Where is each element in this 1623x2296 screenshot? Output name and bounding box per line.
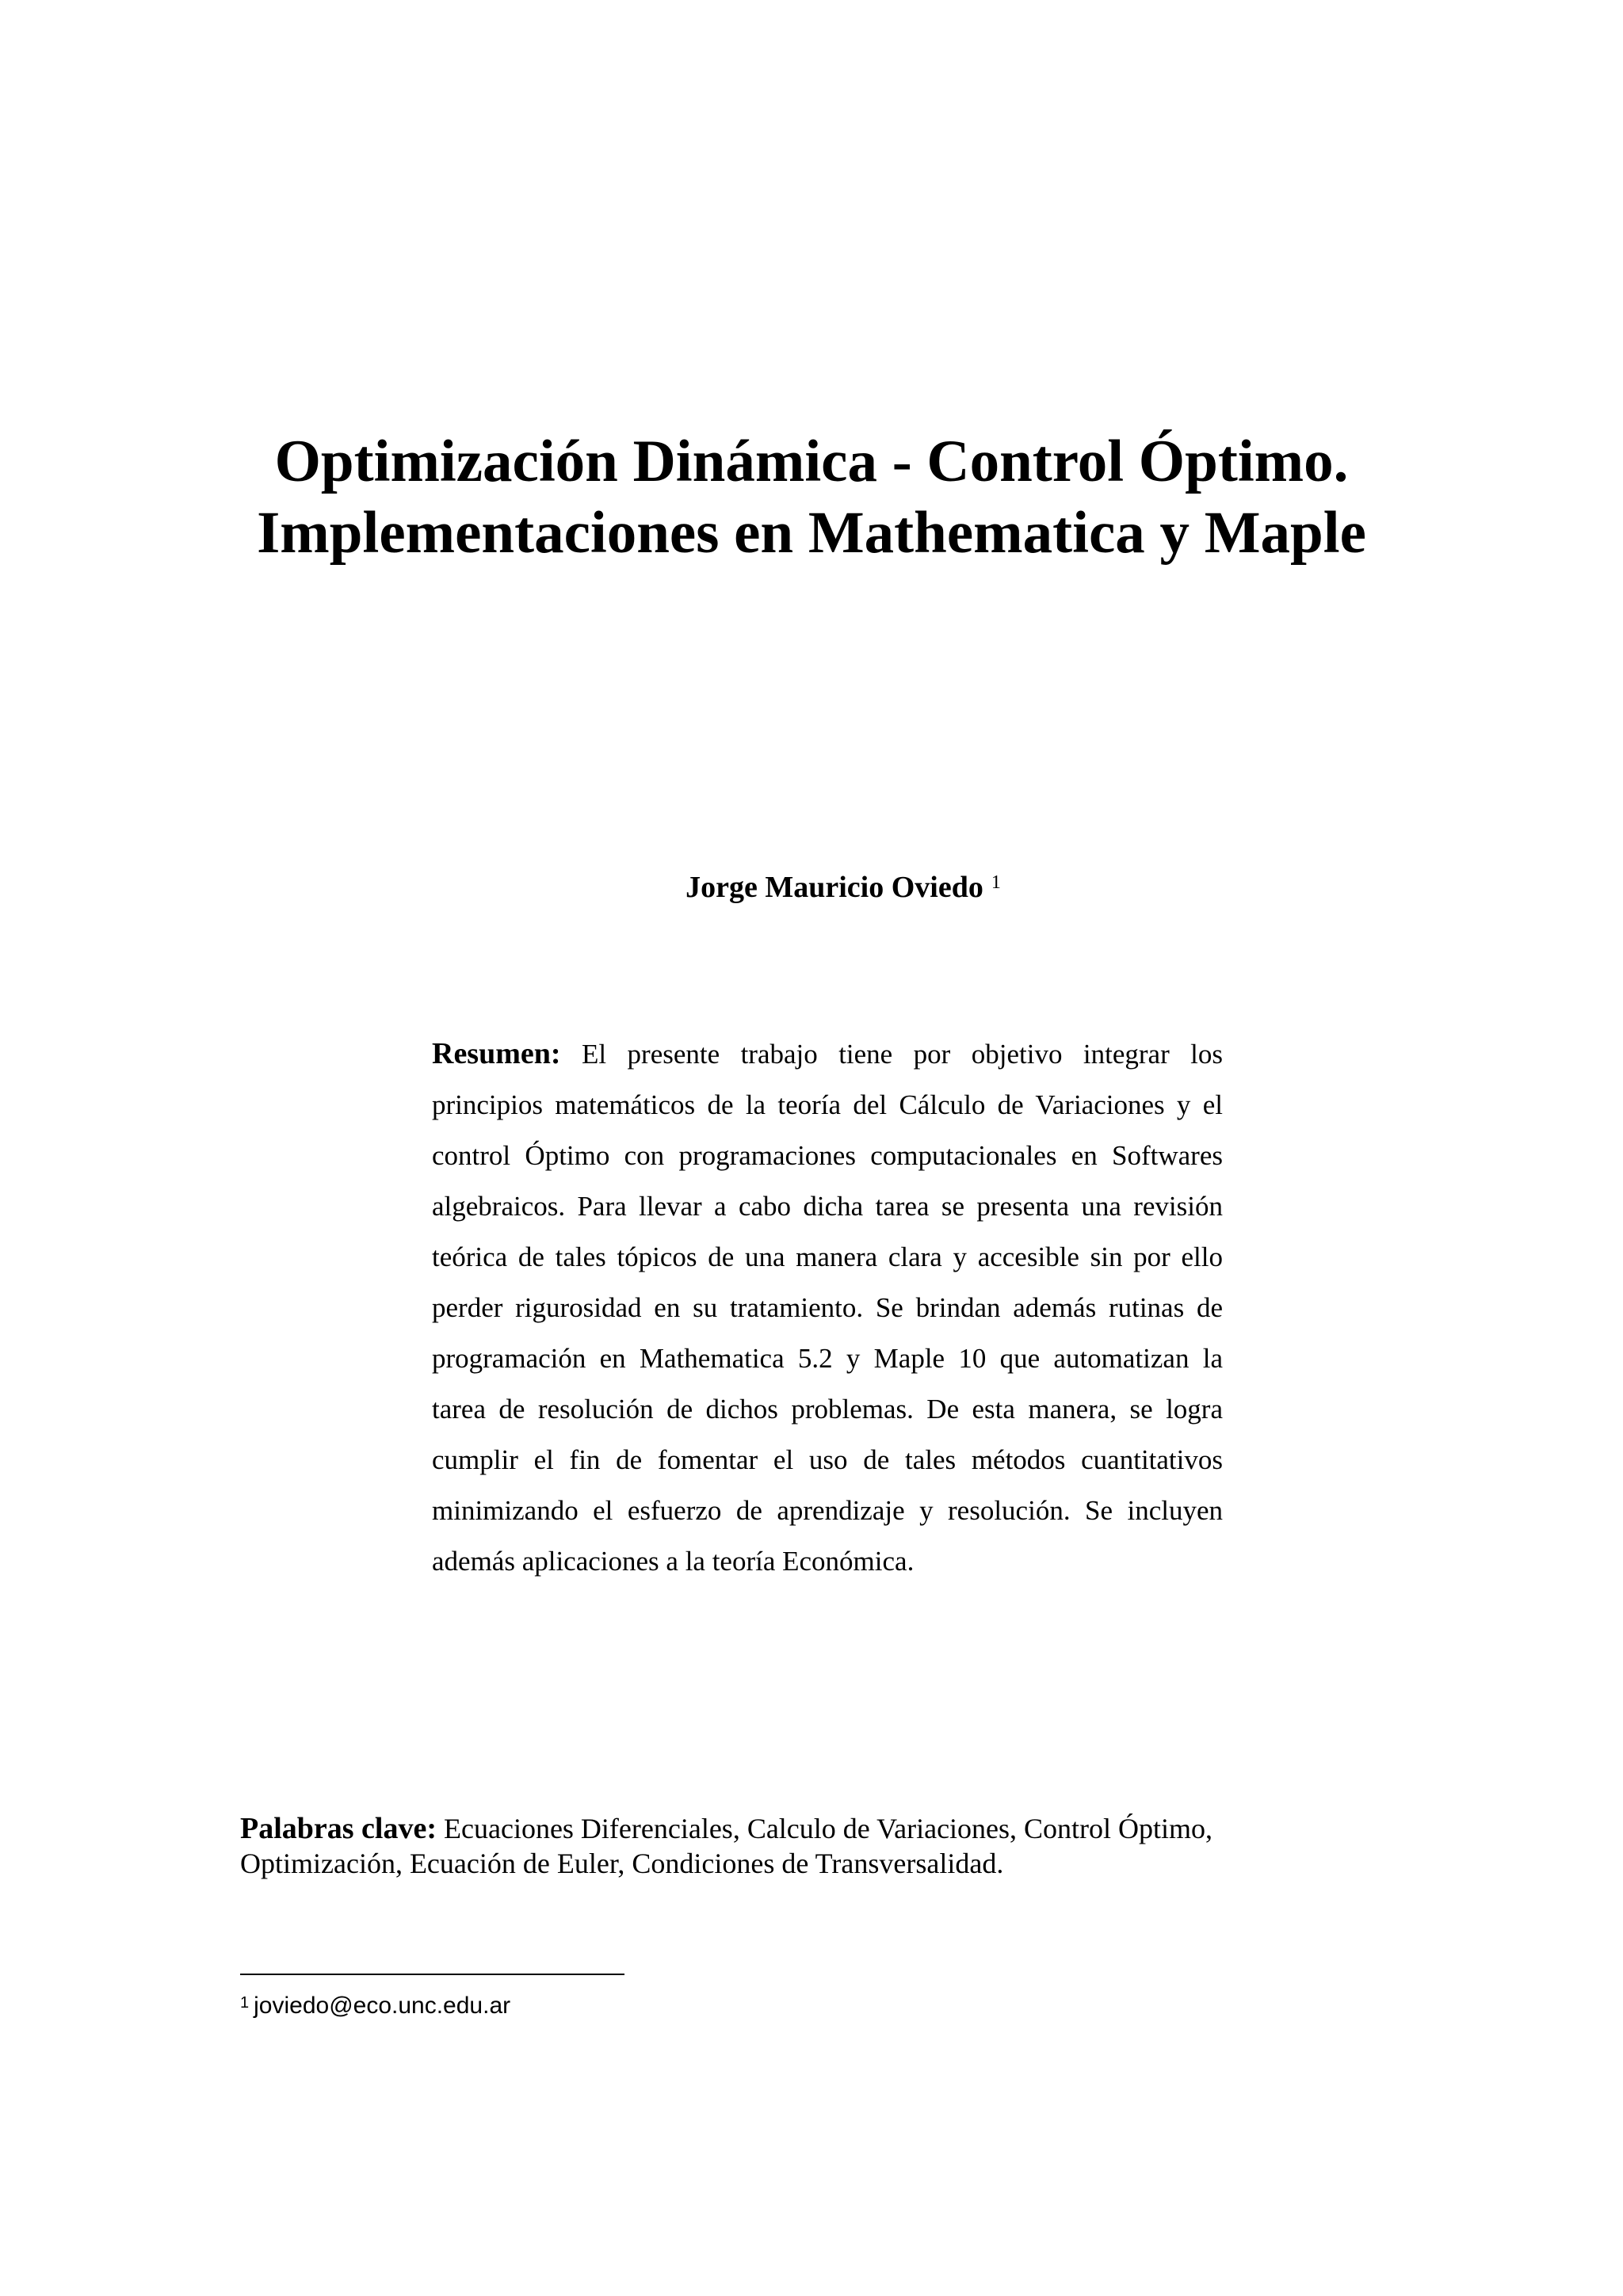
abstract-label: Resumen: — [432, 1037, 561, 1070]
keywords-label: Palabras clave: — [240, 1812, 437, 1845]
abstract-line: algebraicos. Para llevar a cabo dicha tarea se presenta una revisión — [432, 1191, 1223, 1222]
abstract-line: principios matemáticos de la teoría del Cálculo de Variaciones y el — [432, 1089, 1223, 1120]
author-name: Jorge Mauricio Oviedo — [685, 871, 983, 904]
abstract-line: control Óptimo con programaciones computacionales en Softwares — [432, 1140, 1223, 1171]
abstract-line: cumplir el fin de fomentar el uso de tales métodos cuantitativos — [432, 1444, 1223, 1475]
abstract — [432, 1028, 1223, 1587]
abstract-line: además aplicaciones a la teoría Económica. — [432, 1546, 915, 1577]
footnote-email: joviedo@eco.unc.edu.ar — [254, 1993, 511, 2019]
author-footnote-marker: 1 — [991, 872, 1001, 893]
abstract-line: teórica de tales tópicos de una manera clara y accesible sin por ello — [432, 1241, 1223, 1272]
footnote-marker: 1 — [240, 1994, 250, 2012]
keywords — [240, 1811, 1350, 1881]
abstract-line: minimizando el esfuerzo de aprendizaje y resolución. Se incluyen — [432, 1495, 1223, 1526]
keywords-line-2: Optimización, Ecuación de Euler, Condiciones de Transversalidad. — [240, 1848, 1004, 1879]
abstract-line: perder rigurosidad en su tratamiento. Se brindan además rutinas de — [432, 1292, 1223, 1323]
abstract-line — [432, 1028, 1223, 1080]
keywords-text-1: Ecuaciones Diferenciales, Calculo de Variaciones, Control Óptimo, — [444, 1813, 1213, 1844]
title-line-1: Optimización Dinámica - Control Óptimo. — [274, 429, 1349, 494]
abstract-line-text: El presente trabajo tiene por objetivo integrar los — [582, 1039, 1224, 1070]
author — [0, 868, 1623, 906]
abstract-line: tarea de resolución de dichos problemas. De esta manera, se logra — [432, 1394, 1223, 1425]
footnote-divider — [240, 1974, 624, 1975]
footnote — [240, 1990, 510, 2022]
abstract-line: programación en Mathematica 5.2 y Maple 10 que automatizan la — [432, 1343, 1223, 1374]
keywords-line-1 — [240, 1811, 1350, 1846]
paper-title — [0, 426, 1623, 569]
title-line-2: Implementaciones en Mathematica y Maple — [257, 500, 1366, 566]
